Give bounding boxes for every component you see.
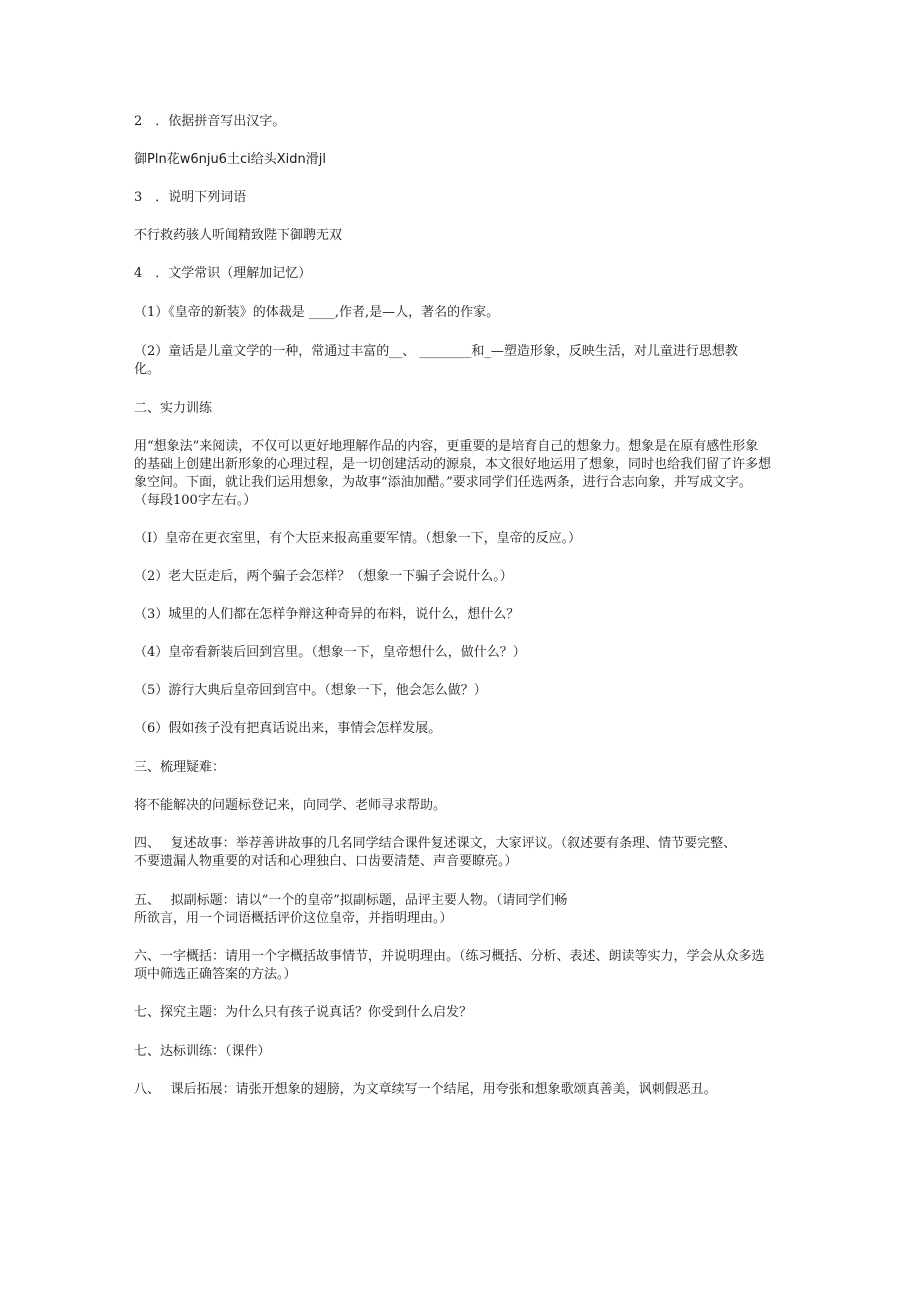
section-2-item: （2）老大臣走后，两个骗子会怎样？（想象一下骗子会说什么。） xyxy=(134,569,513,584)
q4-item-2-line-2: 化。 xyxy=(134,362,161,377)
section-8: 八、 课后拓展：请张开想象的翅膀，为文章续写一个结尾，用夸张和想象歌颂真善美，讽刺假恶丑。 xyxy=(134,1082,717,1097)
section-4-line-2: 不要遗漏人物重要的对话和心理独白、口齿要清楚、声音要瞭亮。） xyxy=(134,854,518,869)
section-4-line-1: 四、 复述故事：举荐善讲故事的几名同学结合课件复述课文，大家评议。（叙述要有条理、情节要完整、 xyxy=(134,836,737,851)
section-3-title: 三、梳理疑难： xyxy=(134,760,226,775)
section-2-item: （6）假如孩子没有把真话说出来，事情会怎样发展。 xyxy=(134,721,442,736)
section-5-line-1: 五、 拟副标题：请以“一个的皇帝”拟副标题，品评主要人物。（请同学们畅 xyxy=(134,893,568,908)
section-2-item: （I）皇帝在更衣室里，有个大臣来报高重要军情。（想象一下，皇帝的反应。） xyxy=(134,531,582,546)
section-7-practice: 七、达标训练：（课件） xyxy=(134,1044,271,1059)
section-2-intro-line-1: 用“想象法”来阅读，不仅可以更好地理解作品的内容，更重要的是培育自己的想象力。想象是在原有感性形象 xyxy=(134,439,759,454)
section-6-line-1: 六、一字概括：请用一个字概括故事情节，并说明理由。（练习概括、分析、表述、朗读等实力，学会从众多选 xyxy=(134,949,765,964)
section-2-intro-line-2: 的基础上创建出新形象的心理过程，是一切创建活动的源泉，本文很好地运用了想象，同时也给我们留了许多想 xyxy=(134,457,772,472)
section-3-text: 将不能解决的问题标登记来，向同学、老师寻求帮助。 xyxy=(134,798,447,813)
q3-words: 不行救药骇人听闻精致陛下御聘无双 xyxy=(134,228,343,243)
section-7-explore: 七、探究主题：为什么只有孩子说真话？你受到什么启发？ xyxy=(134,1005,473,1020)
section-2-item: （4）皇帝看新装后回到宫里。（想象一下，皇帝想什么，做什么？） xyxy=(134,645,526,660)
q4-item-2-line-1: （2）童话是儿童文学的一种，常通过丰富的__、 ________和_—塑造形象，反映生活，对儿童进行思想教 xyxy=(134,344,738,359)
q2-pinyin: 御Pln花w6nju6土ci给头Xidn滑jl xyxy=(134,152,326,167)
section-2-title: 二、实力训练 xyxy=(134,401,213,416)
section-6-line-2: 项中筛选正确答案的方法。） xyxy=(134,967,297,982)
q3-title: 3 ．说明下列词语 xyxy=(134,190,247,205)
section-5-line-2: 所欲言，用一个词语概括评价这位皇帝，并指明理由。） xyxy=(134,911,453,926)
section-2-intro-line-4: （每段100字左右。） xyxy=(134,493,257,508)
q4-title: 4 ．文学常识（理解加记忆） xyxy=(134,266,312,281)
section-2-item: （3）城里的人们都在怎样争辩这种奇异的布料，说什么，想什么？ xyxy=(134,607,520,622)
section-2-intro-line-3: 象空间。下面，就让我们运用想象，为故事“添油加醋。”要求同学们任选两条，进行合志向象，并写成文字。 xyxy=(134,475,752,490)
q4-item-1: （1）《皇帝的新装》的体裁是 ____,作者,是—人，著名的作家。 xyxy=(134,305,500,320)
q2-title: 2 ．依据拼音写出汉字。 xyxy=(134,114,286,129)
section-2-item: （5）游行大典后皇帝回到宫中。（想象一下，他会怎么做？） xyxy=(134,683,487,698)
